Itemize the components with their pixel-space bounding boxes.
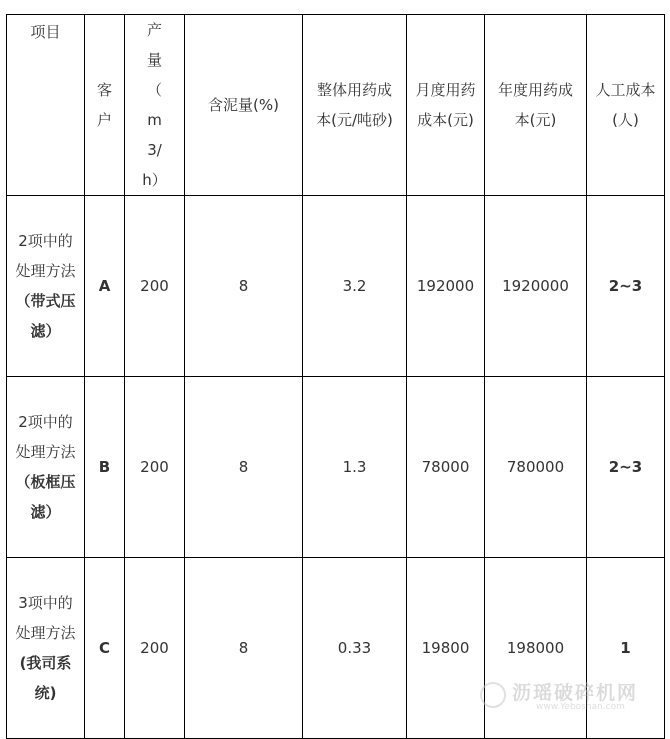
row-monthly-cost: 78000	[407, 377, 485, 558]
row-item-cell	[7, 377, 85, 558]
row-item-text: 2项中的处理方法	[15, 232, 76, 280]
row-item-cell	[7, 196, 85, 377]
header-output: 产量（m3/h）	[125, 15, 185, 196]
row-labor: 2~3	[587, 377, 665, 558]
header-row	[7, 15, 665, 196]
header-client: 客户	[85, 15, 125, 196]
row-item-note: （带式压滤）	[15, 292, 76, 340]
cost-comparison-table	[6, 14, 665, 739]
row-item-cell	[7, 558, 85, 739]
row-item-text: 2项中的处理方法	[15, 413, 76, 461]
row-item-note: （板框压滤）	[15, 473, 76, 521]
header-annual-cost: 年度用药成本(元)	[485, 15, 587, 196]
row-labor: 2~3	[587, 196, 665, 377]
table-row	[7, 196, 665, 377]
watermark-text: 沥瑶破碎机网	[512, 682, 639, 704]
site-watermark	[480, 678, 660, 714]
row-monthly-cost: 192000	[407, 196, 485, 377]
table-row	[7, 377, 665, 558]
row-overall-cost: 1.3	[303, 377, 407, 558]
row-mud: 8	[185, 377, 303, 558]
watermark-logo-icon	[480, 682, 506, 708]
row-output: 200	[125, 558, 185, 739]
row-annual-cost: 1920000	[485, 196, 587, 377]
row-client: A	[85, 196, 125, 377]
row-item-note: (我司系统)	[19, 654, 72, 702]
row-overall-cost: 3.2	[303, 196, 407, 377]
row-labor: 1	[587, 558, 665, 739]
row-client: C	[85, 558, 125, 739]
row-overall-cost: 0.33	[303, 558, 407, 739]
row-mud: 8	[185, 196, 303, 377]
row-output: 200	[125, 196, 185, 377]
row-item-text: 3项中的处理方法	[15, 594, 76, 642]
header-overall-cost: 整体用药成本(元/吨砂)	[303, 15, 407, 196]
header-monthly-cost: 月度用药成本(元)	[407, 15, 485, 196]
row-annual-cost: 780000	[485, 377, 587, 558]
row-output: 200	[125, 377, 185, 558]
watermark-url: www.Yeboshan.com	[536, 702, 625, 712]
header-mud-content: 含泥量(%)	[185, 15, 303, 196]
row-monthly-cost: 19800	[407, 558, 485, 739]
row-annual-cost: 198000	[485, 558, 587, 739]
header-labor-cost: 人工成本(人)	[587, 15, 665, 196]
header-item: 项目	[7, 15, 85, 196]
row-client: B	[85, 377, 125, 558]
row-mud: 8	[185, 558, 303, 739]
